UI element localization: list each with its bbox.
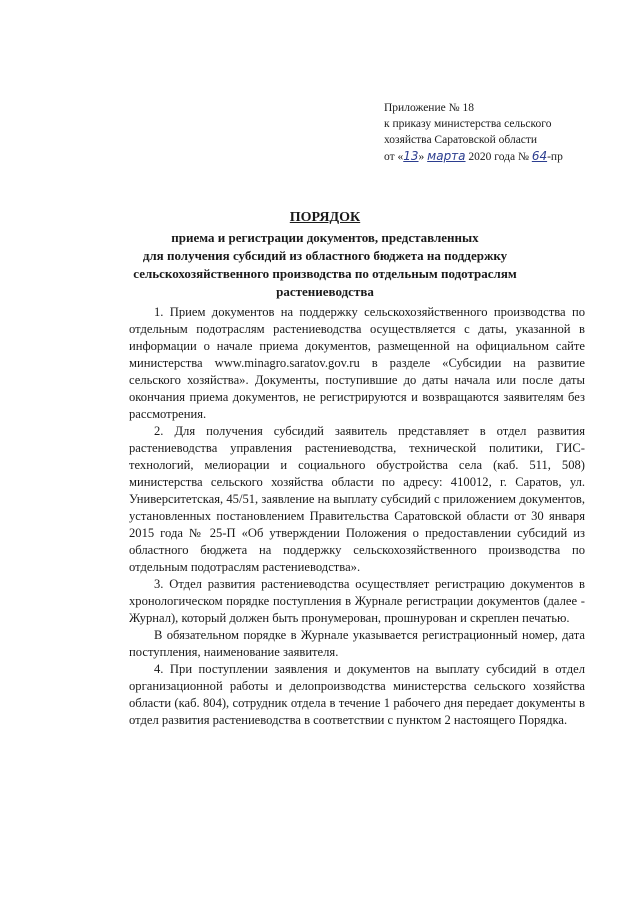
paragraph-2: 2. Для получения субсидий заявитель представляет в отдел развития растениеводства управления растениеводства, технической политики, ГИС-технологий, мелиорации и социального обустройства села (каб. 511, 508) министерства сельского хозяйства области по адресу: 410012, г. Саратов, ул. Университетская, 45/51, заявление на выплату субсидий с приложением документов, установленных постановлением Правительства Саратовской области от 30 января 2015 года № 25-П «Об утверждении Положения о предоставлении субсидий из областного бюджета на поддержку сельскохозяйственного производства по отдельным подотраслям растениеводства».: [129, 424, 585, 574]
document-subtitle-line-2: для получения субсидий из областного бюджета на поддержку: [142, 248, 508, 263]
paragraph-4: 4. При поступлении заявления и документов на выплату субсидий в отдел организационной работы и делопроизводства министерства сельского хозяйства области (каб. 804), сотрудник отдела в течение 1 рабочего дня передает документы в отдел развития растениеводства в соответствии с пунктом 2 настоящего Порядка.: [129, 662, 585, 727]
appendix-block: [384, 100, 634, 165]
document-subtitle-line-4: растениеводства: [276, 284, 374, 299]
date-year: 2020 года №: [465, 151, 532, 163]
appendix-date-line: [384, 148, 634, 165]
paragraph-3-note: В обязательном порядке в Журнале указывается регистрационный номер, дата поступления, наименование заявителя.: [129, 628, 585, 659]
date-prefix: от «: [384, 151, 404, 163]
paragraph-3: 3. Отдел развития растениеводства осуществляет регистрацию документов в хронологическом порядке поступления в Журнале регистрации документов (далее - Журнал), который должен быть пронумерован, прошнурован и скреплен печатью.: [129, 577, 585, 625]
paragraph-1: 1. Прием документов на поддержку сельскохозяйственного производства по отдельным подотраслям растениеводства осуществляется с даты, указанной в информации о начале приема документов, размещенной на официальном сайте министерства www.minagro.saratov.gov.ru в разделе «Субсидии на развитие сельского хозяйства». Документы, поступившие до даты начала или после даты окончания приема документов, не регистрируются и возвращаются заявителям без рассмотрения.: [129, 305, 585, 421]
handwritten-day: 13: [403, 149, 419, 163]
appendix-order-ref: к приказу министерства сельского: [384, 118, 552, 130]
document-subtitle-line-1: приема и регистрации документов, представленных: [171, 230, 479, 245]
document-title: ПОРЯДОК: [289, 210, 361, 225]
handwritten-order-number: 64: [531, 149, 548, 163]
date-separator: »: [418, 151, 428, 163]
appendix-number: Приложение № 18: [384, 102, 474, 114]
date-suffix: -пр: [547, 151, 563, 163]
document-body: [129, 304, 585, 729]
document-title-block: [60, 209, 590, 301]
handwritten-month: марта: [427, 149, 466, 163]
appendix-ministry: хозяйства Саратовской области: [384, 134, 538, 146]
document-subtitle-line-3: сельскохозяйственного производства по отдельным подотраслям: [133, 266, 517, 281]
